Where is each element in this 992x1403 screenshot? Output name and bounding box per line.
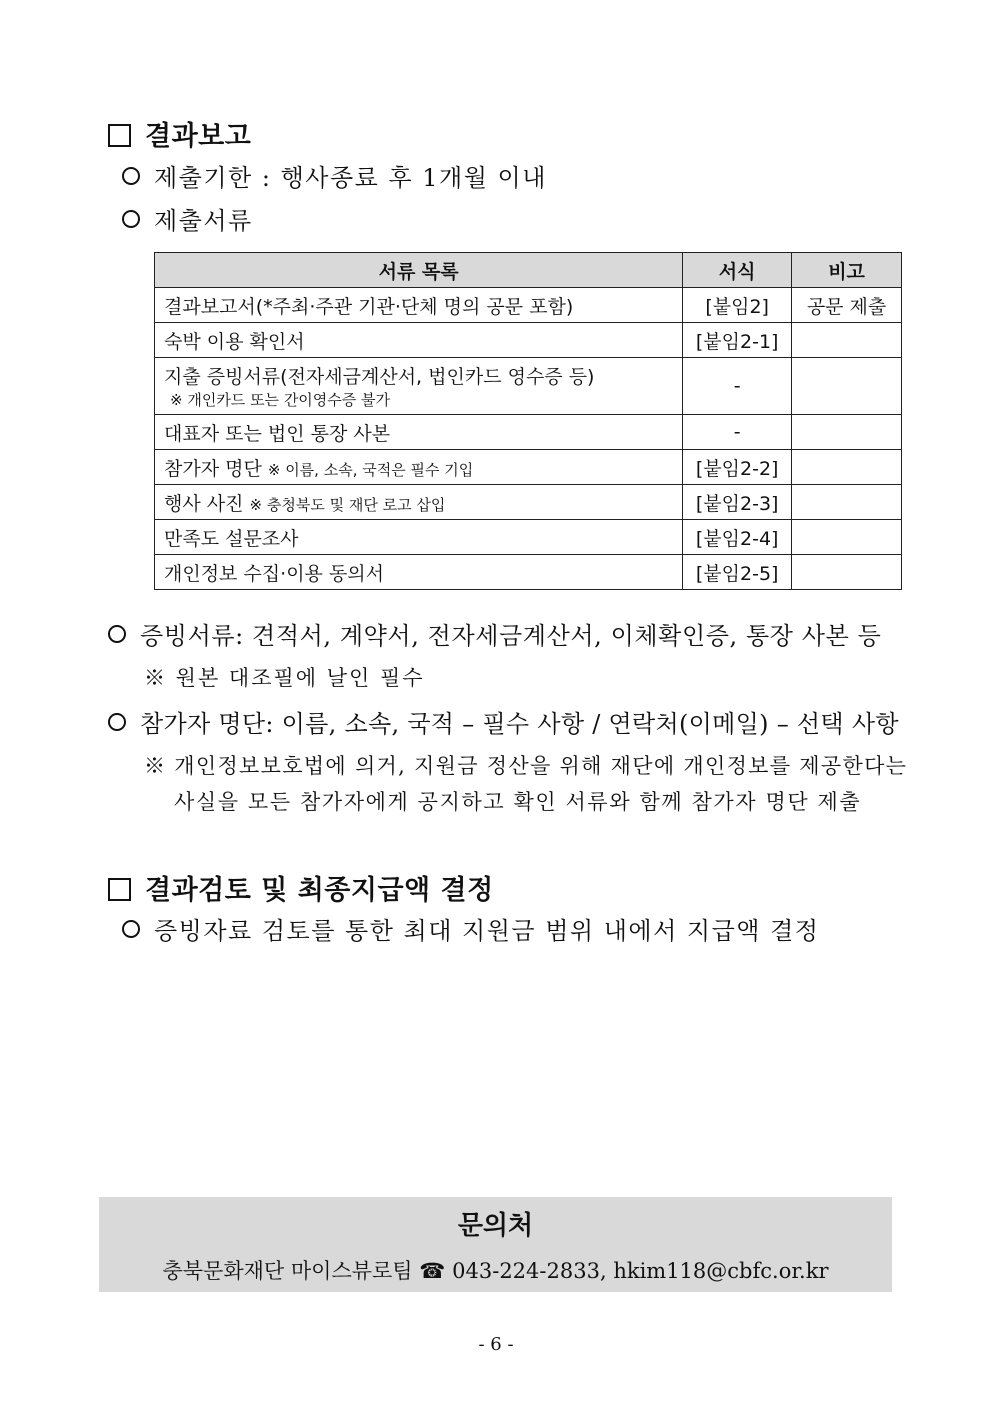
doc-sub-note: ※ 개인카드 또는 간이영수증 불가 [170,391,391,409]
doc-note [792,555,902,590]
doc-note [792,323,902,358]
section-heading-text: 결과검토 및 최종지급액 결정 [145,875,494,906]
table-row [155,358,902,415]
table-row [155,520,902,555]
bullet-deadline [122,158,547,193]
doc-item: 만족도 설문조사 [155,520,683,555]
table-row [155,415,902,450]
note-evidence: ※ 원본 대조필에 날인 필수 [144,666,425,690]
doc-item: 결과보고서(*주최·주관 기관·단체 명의 공문 포함) [155,288,683,323]
section-heading-final-review [108,868,494,907]
doc-note [792,415,902,450]
doc-form: [붙임2-1] [683,323,792,358]
circle-bullet-icon [122,167,140,185]
bullet-text: 제출기한 : 행사종료 후 1개월 이내 [154,164,547,192]
header-form: 서식 [683,253,792,288]
doc-item-cell [155,358,683,415]
contact-phone: 043-224-2833, [452,1259,607,1283]
doc-item: 숙박 이용 확인서 [155,323,683,358]
doc-item: 지출 증빙서류(전자세금계산서, 법인카드 영수증 등) [164,366,595,388]
contact-email[interactable]: hkim118@cbfc.or.kr [613,1259,829,1283]
circle-bullet-icon [122,210,140,228]
doc-note [792,358,902,415]
doc-form: [붙임2] [683,288,792,323]
table-row [155,288,902,323]
doc-item: 행사 사진 [164,492,244,515]
doc-form: [붙임2-2] [683,450,792,485]
note-privacy-line1: ※ 개인정보보호법에 의거, 지원금 정산을 위해 재단에 개인정보를 제공한다는 [144,754,908,778]
doc-form: [붙임2-3] [683,485,792,520]
note-privacy-line2: 사실을 모든 참가자에게 공지하고 확인 서류와 함께 참가자 명단 제출 [174,790,862,814]
doc-item: 참가자 명단 [164,457,262,480]
bullet-text: 참가자 명단: 이름, 소속, 국적 – 필수 사항 / 연락처(이메일) – 선택 사항 [140,710,899,738]
documents-table [154,252,902,590]
doc-note [792,485,902,520]
page-number: - 6 - [478,1334,514,1355]
bullet-docs-label [122,201,253,236]
checkbox-square-icon [108,124,131,147]
doc-item: 대표자 또는 법인 통장 사본 [155,415,683,450]
bullet-participants [108,704,899,739]
checkbox-square-icon [108,878,131,901]
phone-icon: ☎ [419,1259,446,1283]
table-row [155,450,902,485]
doc-item-cell [155,450,683,485]
header-remarks: 비고 [792,253,902,288]
doc-form: [붙임2-5] [683,555,792,590]
table-header-row [155,253,902,288]
bullet-text: 증빙자료 검토를 통한 최대 지원금 범위 내에서 지급액 결정 [154,917,820,945]
doc-form: - [683,358,792,415]
header-doc-list: 서류 목록 [155,253,683,288]
bullet-final-review [122,911,819,946]
section-heading-result-report [108,114,251,153]
doc-item-cell [155,485,683,520]
bullet-text: 제출서류 [154,207,253,235]
bullet-text: 증빙서류: 견적서, 계약서, 전자세금계산서, 이체확인증, 통장 사본 등 [140,622,882,650]
doc-form: [붙임2-4] [683,520,792,555]
doc-inline-note: ※ 이름, 소속, 국적은 필수 기입 [267,460,474,479]
doc-form: - [683,415,792,450]
contact-line [99,1255,892,1285]
bullet-evidence [108,616,881,651]
table-row [155,323,902,358]
doc-note [792,520,902,555]
circle-bullet-icon [108,625,126,643]
doc-inline-note: ※ 충청북도 및 재단 로고 삽입 [249,495,446,514]
contact-title: 문의처 [457,1211,534,1241]
circle-bullet-icon [122,920,140,938]
doc-note: 공문 제출 [792,288,902,323]
section-heading-text: 결과보고 [145,121,252,152]
doc-note [792,450,902,485]
table-row [155,485,902,520]
doc-item: 개인정보 수집·이용 동의서 [155,555,683,590]
table-row [155,555,902,590]
circle-bullet-icon [108,713,126,731]
contact-box [99,1197,892,1292]
contact-team: 충북문화재단 마이스뷰로팀 [162,1259,413,1283]
